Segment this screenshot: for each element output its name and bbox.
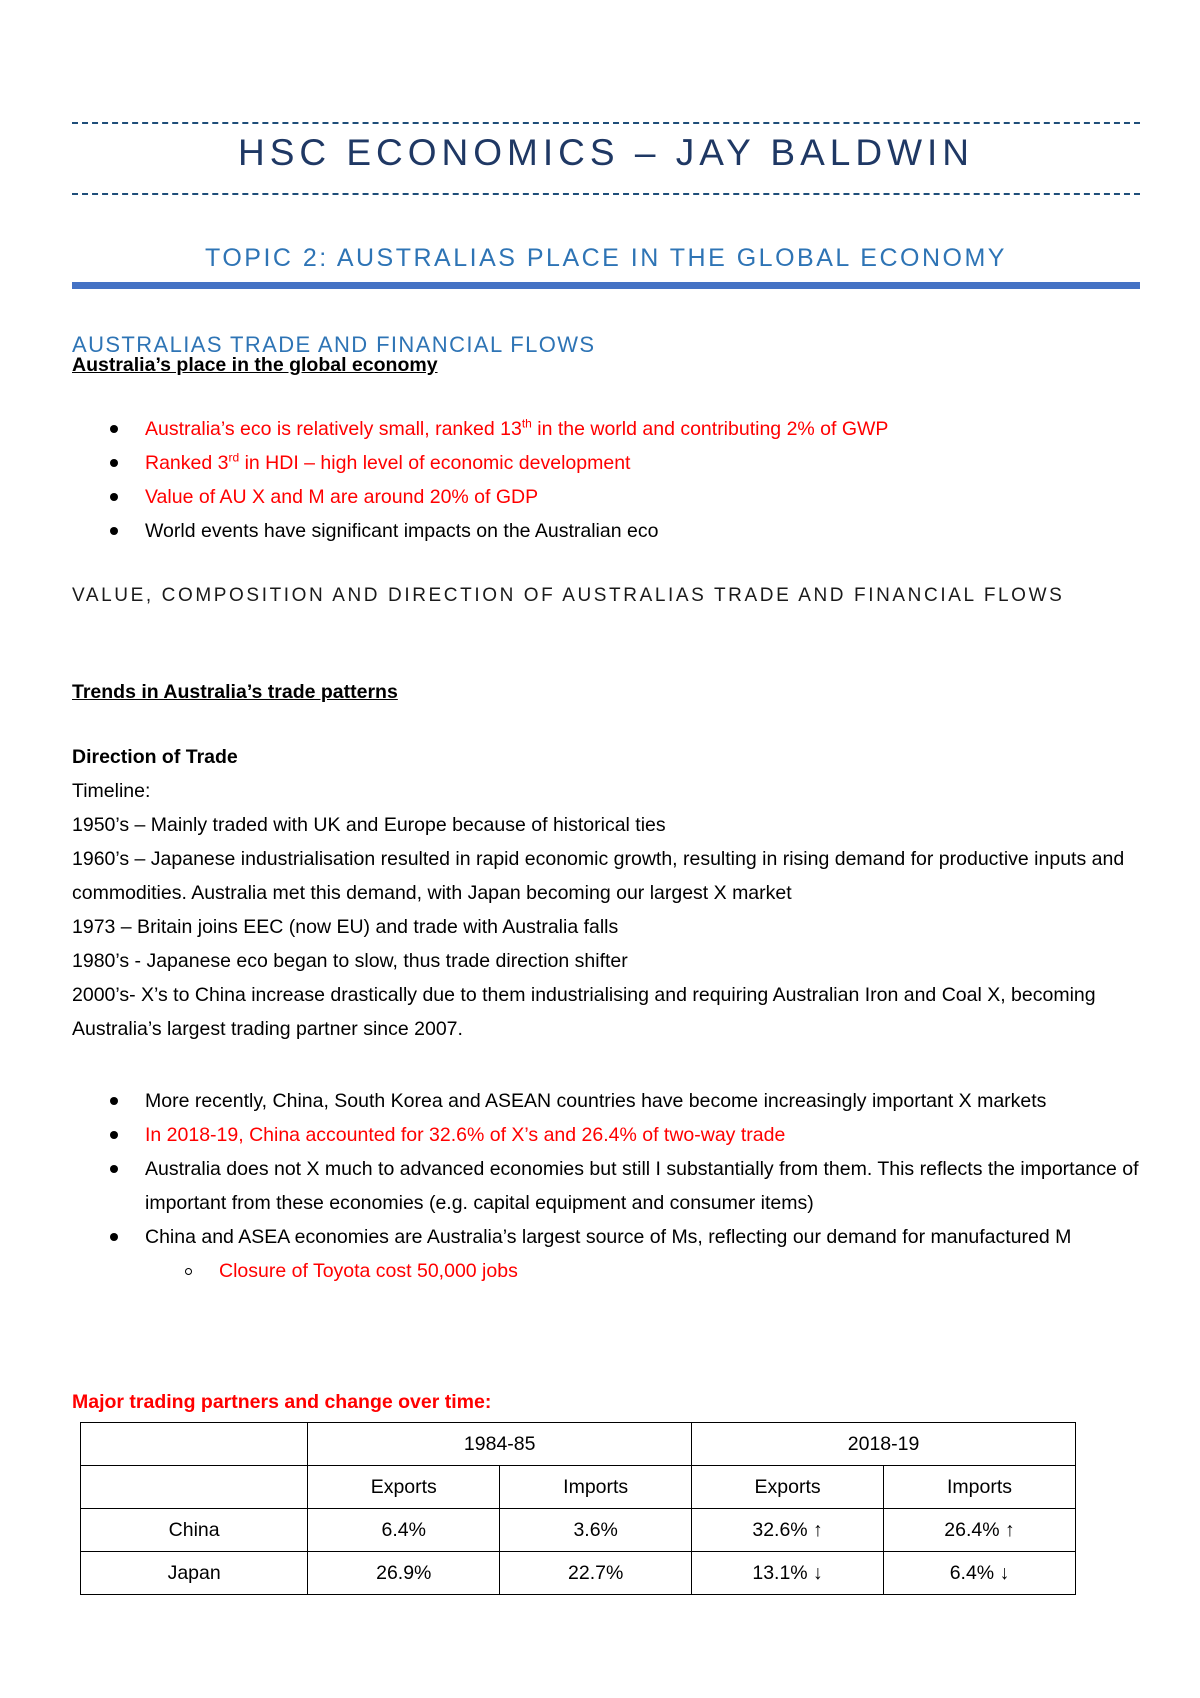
list-item: World events have significant impacts on the Australian eco [72, 514, 1152, 548]
country-cell: China [81, 1509, 308, 1552]
bullet-dot-icon [110, 1131, 118, 1139]
trends-heading: Trends in Australia’s trade patterns [72, 681, 398, 703]
list-item: China and ASEA economies are Australia’s largest source of Ms, reflecting our demand for manufactured M [72, 1220, 1152, 1254]
table-cell: 3.6% [500, 1509, 692, 1552]
place-heading: Australia’s place in the global economy [72, 354, 438, 376]
bullet-dot-icon [110, 1097, 118, 1105]
recent-bullet-list [72, 1084, 1152, 1288]
list-item: Australia’s eco is relatively small, ranked 13th in the world and contributing 2% of GWP [72, 412, 1152, 446]
timeline-entry: 1973 – Britain joins EEC (now EU) and trade with Australia falls [72, 916, 619, 938]
table-row [81, 1552, 1076, 1595]
country-cell: Japan [81, 1552, 308, 1595]
vcd-heading: VALUE, COMPOSITION AND DIRECTION OF AUSTRALIAS TRADE AND FINANCIAL FLOWS [72, 585, 1065, 606]
topic-rule [72, 282, 1140, 289]
table-cell: 13.1% ↓ [692, 1552, 884, 1595]
table-cell: 32.6% ↑ [692, 1509, 884, 1552]
bullet-dot-icon [110, 1165, 118, 1173]
table-cell: 22.7% [500, 1552, 692, 1595]
section-heading: AUSTRALIAS TRADE AND FINANCIAL FLOWS [72, 332, 596, 357]
table-caption: Major trading partners and change over time: [72, 1391, 492, 1413]
timeline [72, 774, 1152, 1046]
bullet-circle-icon [185, 1268, 192, 1275]
bullet-dot-icon [110, 1233, 118, 1241]
title-bottom-rule [72, 193, 1140, 195]
timeline-label: Timeline: [72, 780, 151, 802]
list-item: More recently, China, South Korea and ASEAN countries have become increasingly important X markets [72, 1084, 1152, 1118]
trading-partners-table [80, 1422, 1076, 1595]
table-header-row [81, 1423, 1076, 1466]
table-subheader-row [81, 1466, 1076, 1509]
timeline-entry: 2000’s- X’s to China increase drastically due to them industrialising and requiring Australian Iron and Coal X, becoming Australia’s largest trading partner since 2007. [72, 984, 1096, 1040]
timeline-entry: 1960’s – Japanese industrialisation resulted in rapid economic growth, resulting in rising demand for productive inputs and commodities. Australia met this demand, with Japan becoming our largest X market [72, 848, 1125, 904]
timeline-entry: 1980’s - Japanese eco began to slow, thus trade direction shifter [72, 950, 628, 972]
column-header: Imports [884, 1466, 1076, 1509]
list-item: Value of AU X and M are around 20% of GDP [72, 480, 1152, 514]
table-cell: 6.4% [308, 1509, 500, 1552]
period-header: 2018-19 [692, 1423, 1076, 1466]
column-header: Imports [500, 1466, 692, 1509]
list-item: Closure of Toyota cost 50,000 jobs [72, 1254, 1152, 1288]
list-item: In 2018-19, China accounted for 32.6% of X’s and 26.4% of two-way trade [72, 1118, 1152, 1152]
table-cell: 26.4% ↑ [884, 1509, 1076, 1552]
table-cell: 26.9% [308, 1552, 500, 1595]
table-cell: 6.4% ↓ [884, 1552, 1076, 1595]
bullet-dot-icon [110, 493, 118, 501]
column-header: Exports [308, 1466, 500, 1509]
table-corner-cell [81, 1423, 308, 1466]
table-blank-cell [81, 1466, 308, 1509]
period-header: 1984-85 [308, 1423, 692, 1466]
place-bullet-list [72, 412, 1152, 548]
topic-title: TOPIC 2: AUSTRALIAS PLACE IN THE GLOBAL ECONOMY [205, 244, 1007, 272]
bullet-dot-icon [110, 459, 118, 467]
title-top-rule [72, 122, 1140, 124]
list-item: Ranked 3rd in HDI – high level of economic development [72, 446, 1152, 480]
timeline-entry: 1950’s – Mainly traded with UK and Europe because of historical ties [72, 814, 666, 836]
bullet-dot-icon [110, 425, 118, 433]
bullet-dot-icon [110, 527, 118, 535]
list-item: Australia does not X much to advanced economies but still I substantially from them. This reflects the importance of important from these economies (e.g. capital equipment and consumer items) [72, 1152, 1152, 1220]
column-header: Exports [692, 1466, 884, 1509]
main-title: HSC ECONOMICS – JAY BALDWIN [237, 132, 974, 173]
table-row [81, 1509, 1076, 1552]
direction-heading: Direction of Trade [72, 746, 238, 768]
